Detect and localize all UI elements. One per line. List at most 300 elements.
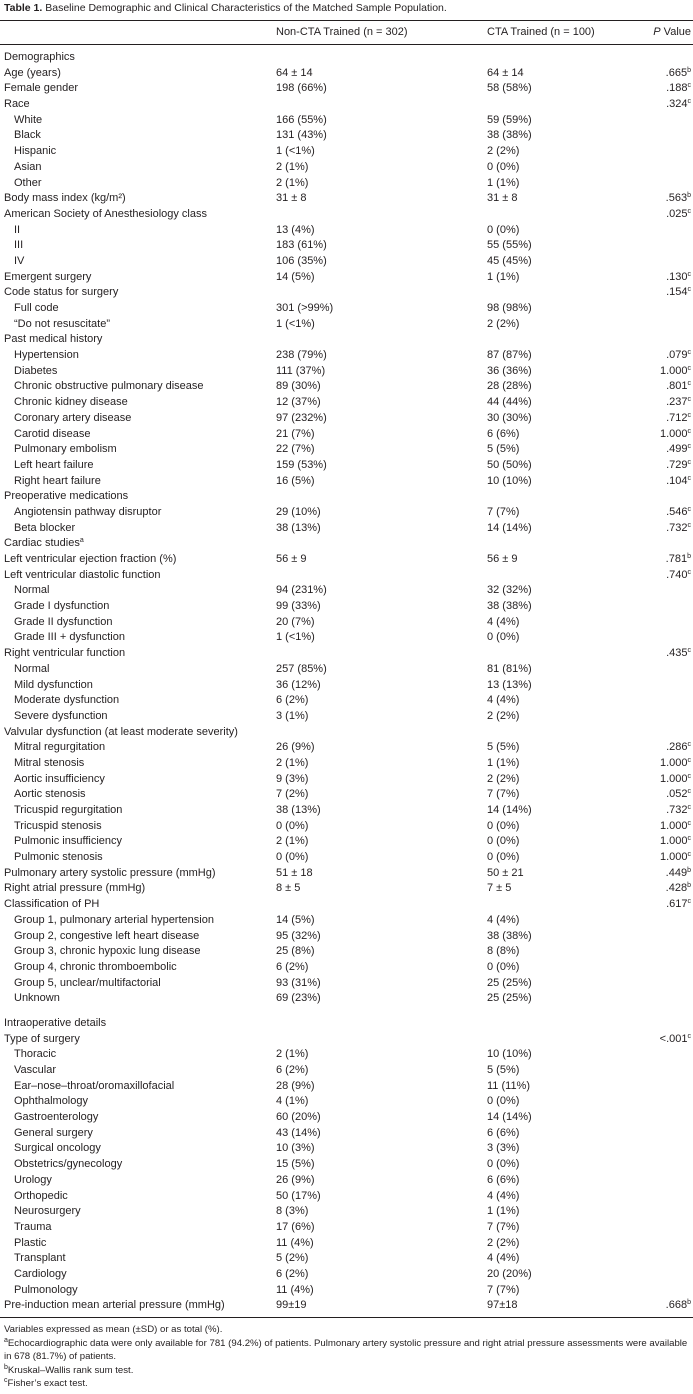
footnote-mark: c [687, 364, 691, 372]
cta-value [487, 583, 532, 599]
non-cta-value [276, 678, 321, 694]
p-value [666, 474, 691, 490]
non-cta-value [276, 834, 308, 850]
cta-value-text: 81 (81%) [487, 662, 532, 675]
table-row [0, 678, 693, 694]
table-row [0, 960, 693, 976]
row-label [14, 254, 24, 270]
cta-value-text: 38 (38%) [487, 129, 532, 142]
table-row [0, 474, 693, 490]
row-label-text: Cardiac studies [4, 537, 80, 550]
cta-value-text: 0 (0%) [487, 631, 520, 644]
row-label [14, 834, 122, 850]
non-cta-value-text: 21 (7%) [276, 427, 315, 440]
non-cta-value-text: 159 (53%) [276, 458, 327, 471]
row-label [4, 568, 161, 584]
p-value [666, 395, 691, 411]
non-cta-value-text: 0 (0%) [276, 851, 309, 864]
cta-value [487, 552, 518, 568]
cta-value [487, 1157, 519, 1173]
cta-value-text: 58 (58%) [487, 82, 532, 95]
p-value-text: .104 [666, 474, 688, 487]
row-label [4, 866, 216, 882]
cta-value [487, 772, 519, 788]
non-cta-value-text: 16 (5%) [276, 474, 315, 487]
row-label [14, 615, 112, 631]
non-cta-value [276, 740, 315, 756]
non-cta-value [276, 929, 321, 945]
row-label-text: Black [14, 129, 41, 142]
non-cta-value [276, 128, 327, 144]
table-row [0, 379, 693, 395]
table-row [0, 881, 693, 897]
table-row [0, 458, 693, 474]
p-value-text: .781 [665, 553, 688, 565]
non-cta-value [276, 991, 321, 1007]
row-label-text: Right heart failure [14, 474, 101, 487]
row-label-text: Beta blocker [14, 521, 76, 534]
row-label-text: Asian [14, 160, 42, 173]
cta-value-text: 7 (7%) [487, 1283, 520, 1296]
cta-value [487, 364, 532, 380]
non-cta-value-text: 11 (4%) [276, 1283, 314, 1296]
cta-value-text: 6 (6%) [487, 427, 520, 440]
row-label-text: Grade I dysfunction [14, 600, 110, 613]
table-row [0, 583, 693, 599]
cta-value-text: 0 (0%) [487, 835, 520, 848]
cta-value [487, 411, 532, 427]
non-cta-value [276, 756, 308, 772]
table-row [0, 50, 693, 66]
row-label [14, 976, 161, 992]
p-value [666, 348, 691, 364]
footnote [4, 1323, 692, 1337]
footnote-mark: a [4, 1336, 8, 1344]
row-label-text: Grade II dysfunction [14, 615, 113, 628]
row-label [4, 81, 78, 97]
cta-value-text: 38 (38%) [487, 929, 532, 942]
table-row [0, 725, 693, 741]
row-label [14, 944, 201, 960]
non-cta-value-text: 99 (33%) [276, 600, 321, 613]
row-label [14, 1047, 56, 1063]
p-value-text: .130 [666, 270, 688, 283]
p-value-text: 1.000 [659, 772, 688, 785]
row-label-text: Classification of PH [4, 898, 100, 911]
row-label-text: Group 1, pulmonary arterial hypertension [14, 913, 214, 926]
table-row [0, 285, 693, 301]
cta-value [487, 693, 519, 709]
cta-value-text: 0 (0%) [487, 1095, 520, 1108]
p-value-text: .617 [666, 898, 688, 911]
non-cta-value-text: 56 ± 9 [276, 553, 307, 565]
cta-value-text: 1 (1%) [487, 176, 520, 189]
non-cta-value [276, 270, 315, 286]
row-label-text: Normal [14, 662, 50, 675]
footnote-mark: c [687, 427, 691, 435]
p-value [666, 191, 691, 207]
non-cta-value-text: 29 (10%) [276, 505, 321, 518]
p-value-text: .665 [665, 66, 688, 79]
non-cta-value [276, 474, 315, 490]
non-cta-value [276, 1173, 315, 1189]
table-row [0, 976, 693, 992]
p-value [666, 458, 691, 474]
non-cta-value [276, 803, 321, 819]
p-value [660, 819, 691, 835]
cta-value [487, 944, 519, 960]
row-label-text: General surgery [14, 1126, 93, 1139]
non-cta-value [276, 693, 308, 709]
row-label-text: Carotid disease [14, 427, 91, 440]
cta-value-text: 6 (6%) [487, 1126, 520, 1139]
table-row [0, 489, 693, 505]
non-cta-value-text: 301 (>99%) [276, 302, 334, 314]
non-cta-value [276, 1204, 308, 1220]
row-label-text: Age (years) [4, 66, 61, 79]
cta-value-text: 0 (0%) [487, 223, 520, 236]
cta-value [487, 66, 524, 82]
table-row [0, 1032, 693, 1048]
row-label-text: IV [14, 254, 25, 267]
non-cta-value-text: 131 (43%) [276, 129, 327, 142]
footnote-mark: b [687, 1299, 691, 1307]
cta-value-text: 0 (0%) [487, 960, 520, 973]
row-label-text: Obstetrics/gynecology [14, 1158, 123, 1171]
row-label-text: Aortic insufficiency [14, 772, 105, 785]
p-value [666, 568, 691, 584]
row-label-text: Pulmonic stenosis [14, 851, 103, 864]
cta-value [487, 662, 532, 678]
table-row [0, 834, 693, 850]
row-label [14, 317, 110, 333]
non-cta-value-text: 97 (232%) [276, 411, 327, 424]
p-value-text: 1.000 [659, 364, 688, 377]
row-label [14, 1126, 93, 1142]
row-label-text: Type of surgery [4, 1032, 80, 1045]
cta-value-text: 25 (25%) [487, 992, 532, 1005]
p-value-text: .188 [666, 82, 688, 95]
non-cta-value [276, 1283, 314, 1299]
non-cta-value [276, 866, 313, 882]
cta-value [487, 317, 519, 333]
non-cta-value [276, 1236, 314, 1252]
p-value-text: .052 [666, 788, 688, 801]
table-row [0, 944, 693, 960]
row-label-text: Past medical history [4, 333, 103, 346]
footnote-mark: c [687, 82, 691, 90]
row-label [14, 505, 161, 521]
non-cta-value [276, 960, 308, 976]
non-cta-value-text: 36 (12%) [276, 678, 321, 691]
cta-value [487, 1220, 519, 1236]
cta-value [487, 144, 519, 160]
cta-value-text: 56 ± 9 [487, 553, 518, 565]
p-value-text: 1.000 [659, 835, 688, 848]
cta-value [487, 630, 519, 646]
non-cta-value [276, 81, 327, 97]
row-label [14, 693, 119, 709]
row-label-text: II [14, 223, 21, 236]
table-row [0, 1173, 693, 1189]
row-label [14, 583, 49, 599]
non-cta-value [276, 191, 307, 207]
row-label-text: Urology [14, 1173, 52, 1186]
p-value [660, 756, 691, 772]
row-label-text: Group 5, unclear/multifactorial [14, 976, 161, 989]
non-cta-value-text: 6 (2%) [276, 1064, 309, 1076]
cta-value [487, 223, 519, 239]
cta-value-text: 50 ± 21 [487, 866, 524, 879]
p-value-text: .428 [665, 882, 688, 895]
row-label-text: Vascular [14, 1064, 56, 1076]
cta-value [487, 521, 532, 537]
row-label [14, 929, 199, 945]
non-cta-value [276, 160, 308, 176]
row-label [14, 427, 90, 443]
non-cta-value-text: 1 (<1%) [276, 631, 315, 644]
table-row [0, 223, 693, 239]
table-row [0, 568, 693, 584]
cta-value [487, 756, 519, 772]
non-cta-value-text: 14 (5%) [276, 270, 315, 283]
row-label [4, 489, 128, 505]
row-label-text: Demographics [4, 51, 75, 63]
cta-value [487, 474, 532, 490]
row-label [14, 223, 20, 239]
p-value [666, 740, 691, 756]
row-label-text: American Society of Anesthesiology class [4, 207, 207, 220]
row-label-text: Ear–nose–throat/oromaxillofacial [14, 1079, 175, 1092]
row-label [4, 1032, 80, 1048]
non-cta-value [276, 395, 321, 411]
cta-value-text: 5 (5%) [487, 443, 520, 456]
cta-value [487, 740, 519, 756]
row-label [14, 1079, 174, 1095]
row-label [14, 1204, 81, 1220]
row-label [14, 803, 122, 819]
cta-value [487, 991, 532, 1007]
row-label [14, 411, 131, 427]
p-value [666, 97, 691, 113]
row-label-text: Pulmonary embolism [14, 443, 117, 456]
table-row [0, 207, 693, 223]
table-row [0, 693, 693, 709]
footnote-mark: c [687, 835, 691, 843]
p-value [660, 850, 691, 866]
table-row [0, 348, 693, 364]
cta-value-text: 97±18 [487, 1299, 518, 1312]
row-label [14, 819, 102, 835]
p-value [666, 552, 691, 568]
p-value-text: .449 [665, 866, 688, 879]
table-row [0, 756, 693, 772]
footnote-text: Variables expressed as mean (±SD) or as total (%). [4, 1324, 223, 1335]
row-label [14, 1110, 98, 1126]
non-cta-value [276, 1267, 308, 1283]
table-row [0, 270, 693, 286]
p-value-text: .729 [666, 458, 688, 471]
non-cta-value-text: 7 (2%) [276, 788, 309, 801]
non-cta-value-text: 238 (79%) [276, 349, 327, 362]
p-value-text: .324 [666, 98, 688, 111]
non-cta-value [276, 709, 308, 725]
table-row [0, 740, 693, 756]
cta-value [487, 599, 532, 615]
footnote-mark: c [687, 741, 691, 749]
footnote-mark: c [687, 380, 691, 388]
row-label-text: Emergent surgery [4, 270, 92, 283]
row-label-text: Mitral regurgitation [14, 741, 106, 754]
p-value-text: .740 [666, 568, 688, 581]
footnote-mark: c [687, 411, 691, 419]
footnote-mark: b [687, 553, 691, 560]
row-label-text: Thoracic [14, 1048, 57, 1061]
footnote-mark: c [687, 458, 691, 466]
p-value [666, 1298, 691, 1314]
cta-value-text: 4 (4%) [487, 694, 520, 707]
non-cta-value [276, 787, 308, 803]
row-label [14, 1283, 78, 1299]
p-value-text: .154 [666, 286, 688, 299]
non-cta-value [276, 66, 313, 82]
cta-value [487, 834, 519, 850]
row-label-text: Pre-induction mean arterial pressure (mmHg) [4, 1299, 225, 1312]
footnote-text: Echocardiographic data were only available for 781 (94.2%) of patients. Pulmonary artery systolic pressure and right atrial pressure assessments were available in 678 (81.7%) of patients. [4, 1337, 688, 1362]
footnote-mark: c [687, 898, 691, 906]
non-cta-value-text: 93 (31%) [276, 976, 321, 989]
table-row [0, 1204, 693, 1220]
cta-value [487, 427, 519, 443]
row-label-text: Pulmonic insufficiency [14, 835, 123, 848]
non-cta-value [276, 442, 315, 458]
cta-value [487, 458, 532, 474]
cta-value [487, 881, 511, 897]
row-label [4, 207, 207, 223]
row-label [14, 960, 177, 976]
cta-value [487, 819, 519, 835]
table-row [0, 411, 693, 427]
cta-value [487, 913, 519, 929]
cta-value-text: 0 (0%) [487, 160, 520, 173]
non-cta-value [276, 913, 315, 929]
p-value [660, 834, 691, 850]
cta-value [487, 850, 519, 866]
non-cta-value-text: 25 (8%) [276, 945, 315, 958]
table-row [0, 1016, 693, 1032]
table-row [0, 395, 693, 411]
table-row [0, 1267, 693, 1283]
footnote-mark: c [687, 521, 691, 529]
cta-value-text: 8 (8%) [487, 945, 520, 958]
row-label [14, 850, 103, 866]
table-row [0, 913, 693, 929]
cta-value-text: 13 (13%) [487, 678, 532, 691]
row-label [14, 991, 60, 1007]
p-value-text: .801 [666, 380, 688, 393]
cta-value-text: 55 (55%) [487, 239, 532, 252]
cta-value [487, 976, 532, 992]
non-cta-value [276, 411, 327, 427]
row-label-text: Plastic [14, 1236, 47, 1249]
table-row [0, 866, 693, 882]
table-row [0, 552, 693, 568]
non-cta-value [276, 976, 321, 992]
row-label [14, 113, 42, 129]
row-label [14, 395, 128, 411]
table-row [0, 238, 693, 254]
table-row [0, 144, 693, 160]
cta-value [487, 1204, 519, 1220]
row-label-text: White [14, 113, 43, 126]
non-cta-value [276, 144, 315, 160]
cta-value [487, 505, 519, 521]
p-value [660, 1032, 691, 1048]
top-rule [0, 20, 693, 21]
non-cta-value [276, 599, 321, 615]
non-cta-value [276, 348, 327, 364]
non-cta-value-text: 8 (3%) [276, 1205, 309, 1218]
table-row [0, 630, 693, 646]
p-value [660, 364, 691, 380]
non-cta-value-text: 198 (66%) [276, 82, 327, 95]
cta-value [487, 1047, 532, 1063]
footnote [4, 1337, 692, 1364]
row-label-text: Right ventricular function [4, 647, 126, 660]
non-cta-value [276, 458, 327, 474]
row-label-text: Pulmonology [14, 1283, 78, 1296]
cta-value [487, 803, 532, 819]
non-cta-value-text: 0 (0%) [276, 819, 309, 832]
p-value-text: .286 [666, 741, 688, 754]
p-value-text: .563 [665, 192, 688, 205]
table-row [0, 819, 693, 835]
row-label [14, 1094, 88, 1110]
cta-value [487, 1141, 519, 1157]
row-label-text: Trauma [14, 1220, 52, 1233]
table-row [0, 1141, 693, 1157]
row-label-text: Coronary artery disease [14, 411, 132, 424]
cta-value-text: 1 (1%) [487, 270, 520, 283]
table-row [0, 803, 693, 819]
cta-value [487, 866, 524, 882]
table-caption [4, 2, 447, 14]
table-row [0, 427, 693, 443]
table-title: Baseline Demographic and Clinical Characteristics of the Matched Sample Population. [45, 2, 447, 14]
table-number: Table 1. [4, 2, 43, 14]
row-label [14, 678, 93, 694]
non-cta-value [276, 301, 333, 317]
row-label-text: Surgical oncology [14, 1142, 101, 1155]
row-label [14, 1063, 56, 1079]
header-rule [0, 44, 693, 45]
row-label-text: Hispanic [14, 145, 57, 158]
row-label-text: Transplant [14, 1252, 66, 1265]
non-cta-value [276, 1047, 308, 1063]
non-cta-value-text: 26 (9%) [276, 1173, 315, 1186]
footnote-mark: c [687, 804, 691, 811]
cta-value-text: 10 (10%) [487, 474, 532, 487]
cta-value-text: 1 (1%) [487, 1205, 520, 1218]
cta-value-text: 28 (28%) [487, 380, 532, 393]
p-value-text: .546 [666, 505, 688, 518]
p-value [666, 803, 691, 819]
row-label-text: Right atrial pressure (mmHg) [4, 882, 146, 895]
row-label-text: Left ventricular ejection fraction (%) [4, 553, 177, 565]
row-label-text: Orthopedic [14, 1189, 68, 1202]
table-row [0, 254, 693, 270]
footnote-mark: c [687, 98, 691, 106]
